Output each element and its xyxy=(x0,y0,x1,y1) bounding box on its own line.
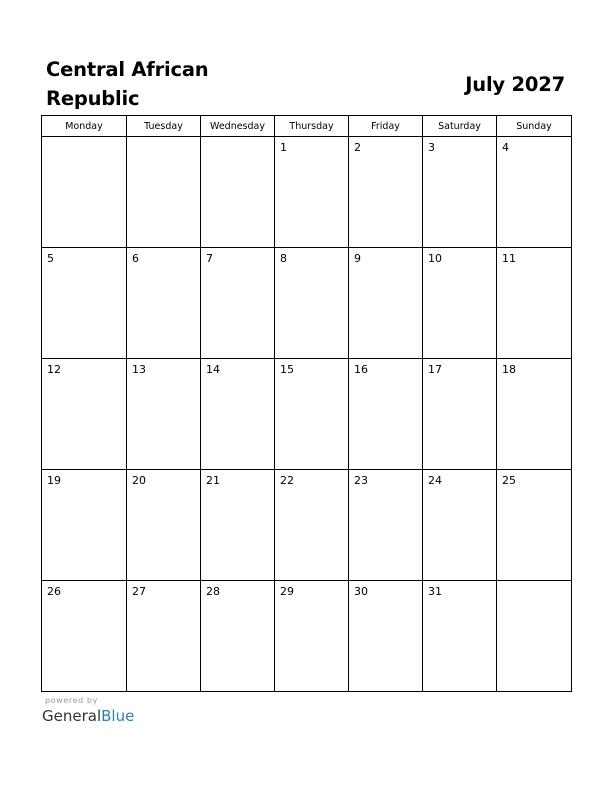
day-cell xyxy=(42,137,127,248)
day-number: 28 xyxy=(206,585,220,598)
day-number: 18 xyxy=(502,363,516,376)
day-cell xyxy=(275,359,349,470)
day-cell xyxy=(127,581,201,692)
day-number: 17 xyxy=(428,363,442,376)
day-cell xyxy=(497,470,572,581)
day-cell xyxy=(275,248,349,359)
day-number: 31 xyxy=(428,585,442,598)
footer-brand xyxy=(42,696,134,725)
day-number: 14 xyxy=(206,363,220,376)
day-number xyxy=(201,137,274,142)
week-row xyxy=(42,359,572,470)
day-cell xyxy=(275,581,349,692)
day-number: 11 xyxy=(502,252,516,265)
weekday-header: Saturday xyxy=(423,116,497,137)
day-cell xyxy=(201,470,275,581)
day-cell xyxy=(349,137,423,248)
day-number: 5 xyxy=(47,252,54,265)
day-number: 25 xyxy=(502,474,516,487)
weekday-header: Sunday xyxy=(497,116,572,137)
day-number: 4 xyxy=(502,141,509,154)
weekday-header-row xyxy=(42,116,572,137)
day-cell xyxy=(127,137,201,248)
day-number: 20 xyxy=(132,474,146,487)
day-number: 2 xyxy=(354,141,361,154)
powered-by-text: powered by xyxy=(45,696,98,705)
day-number: 3 xyxy=(428,141,435,154)
weekday-header: Friday xyxy=(349,116,423,137)
day-number xyxy=(497,581,571,586)
week-row xyxy=(42,137,572,248)
day-cell xyxy=(497,137,572,248)
day-cell xyxy=(423,248,497,359)
day-cell xyxy=(201,581,275,692)
day-cell xyxy=(42,470,127,581)
day-number: 26 xyxy=(47,585,61,598)
week-row xyxy=(42,581,572,692)
calendar-grid xyxy=(41,115,572,692)
day-cell xyxy=(42,581,127,692)
day-cell xyxy=(349,248,423,359)
day-number: 12 xyxy=(47,363,61,376)
weekday-header: Wednesday xyxy=(201,116,275,137)
week-row xyxy=(42,248,572,359)
day-cell xyxy=(497,359,572,470)
day-number: 23 xyxy=(354,474,368,487)
day-cell xyxy=(127,470,201,581)
day-number: 16 xyxy=(354,363,368,376)
day-cell xyxy=(423,137,497,248)
day-number xyxy=(127,137,200,142)
calendar-month-title: July 2027 xyxy=(465,73,565,96)
weekday-header: Tuesday xyxy=(127,116,201,137)
day-number: 7 xyxy=(206,252,213,265)
weekday-header: Monday xyxy=(42,116,127,137)
day-number: 22 xyxy=(280,474,294,487)
day-cell xyxy=(349,470,423,581)
brand-general-text: General xyxy=(42,707,102,725)
calendar-country-title: Central African Republic xyxy=(46,58,209,110)
day-cell xyxy=(201,248,275,359)
day-number: 29 xyxy=(280,585,294,598)
day-cell xyxy=(423,359,497,470)
day-cell xyxy=(497,581,572,692)
day-cell xyxy=(42,248,127,359)
day-cell xyxy=(201,137,275,248)
day-cell xyxy=(127,359,201,470)
day-number: 13 xyxy=(132,363,146,376)
day-cell xyxy=(127,248,201,359)
brand-blue-text: Blue xyxy=(101,707,135,725)
day-number: 27 xyxy=(132,585,146,598)
day-cell xyxy=(423,581,497,692)
day-number: 24 xyxy=(428,474,442,487)
day-cell xyxy=(275,470,349,581)
day-number: 15 xyxy=(280,363,294,376)
day-cell xyxy=(275,137,349,248)
day-number: 9 xyxy=(354,252,361,265)
day-cell xyxy=(423,470,497,581)
generalblue-logo xyxy=(42,707,134,725)
day-number: 1 xyxy=(280,141,287,154)
day-number: 8 xyxy=(280,252,287,265)
week-row xyxy=(42,470,572,581)
day-number: 21 xyxy=(206,474,220,487)
day-number: 19 xyxy=(47,474,61,487)
weekday-header: Thursday xyxy=(275,116,349,137)
day-number: 6 xyxy=(132,252,139,265)
day-cell xyxy=(201,359,275,470)
day-number xyxy=(42,137,126,142)
day-number: 10 xyxy=(428,252,442,265)
day-cell xyxy=(42,359,127,470)
day-cell xyxy=(497,248,572,359)
day-cell xyxy=(349,581,423,692)
day-number: 30 xyxy=(354,585,368,598)
day-cell xyxy=(349,359,423,470)
